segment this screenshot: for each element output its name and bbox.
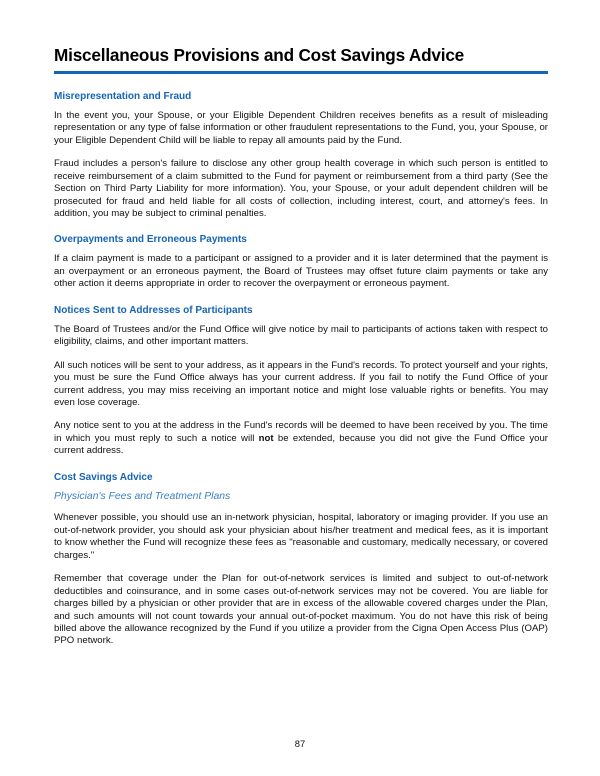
paragraph-text-after: be extended, because you did not give the Fund Office your current address. xyxy=(54,432,548,457)
title-underline-rule xyxy=(54,71,548,74)
paragraph: Whenever possible, you should use an in-network physician, hospital, laboratory or imaging provider. If you use an out-of-network provider, you should ask your physician about his/her treatment and medical fees, as it is important to know whether the Fund will recognize these fees as "reasonable and customary, medically necessary, or covered charges." xyxy=(54,512,548,561)
emphasis-not: not xyxy=(258,432,274,444)
section-heading: Cost Savings Advice xyxy=(54,471,153,483)
section-notices-sent-to-addresses-of-participants xyxy=(54,305,548,458)
subsection-heading: Physician's Fees and Treatment Plans xyxy=(54,490,231,502)
paragraph: Remember that coverage under the Plan for out-of-network services is limited and subject to out-of-network deductibles and coinsurance, and in some cases out-of-network services may not be covered. You are liable for charges billed by a physician or other provider that are in excess of the allowable covered charges under the Plan, and such amounts will not count towards your annual out-of-pocket maximum. You do not have this risk of being billed above the allowance recognized by the Fund if you utilize a provider from the Cigna Open Access Plus (OAP) PPO network. xyxy=(54,573,548,647)
paragraph: Fraud includes a person's failure to disclose any other group health coverage in which such person is entitled to receive reimbursement of a claim submitted to the Fund for payment or reimbursement from a third party (See the Section on Third Party Liability for more information). You, your Spouse, or your adult dependent children will be prosecuted for fraud and held liable for all costs of collection, including interest, court, and attorney's fees. In addition, you may be subject to criminal penalties. xyxy=(54,158,548,219)
page-number: 87 xyxy=(294,738,306,749)
page-title: Miscellaneous Provisions and Cost Savings Advice xyxy=(54,45,465,65)
paragraph: If a claim payment is made to a participant or assigned to a provider and it is later determined that the payment is an overpayment or an erroneous payment, the Board of Trustees may offset future claim payments or take any other action it deems appropriate in order to recover the overpayment or erroneous payment. xyxy=(54,253,548,290)
section-cost-savings-advice xyxy=(54,472,548,648)
page-content xyxy=(54,46,548,651)
paragraph: The Board of Trustees and/or the Fund Office will give notice by mail to participants of actions taken with respect to eligibility, claims, and other important matters. xyxy=(54,323,548,348)
section-misrepresentation-and-fraud xyxy=(54,91,548,221)
paragraph-with-emphasis xyxy=(54,420,548,457)
section-heading: Overpayments and Erroneous Payments xyxy=(54,234,247,246)
paragraph-text-before: Any notice sent to you at the address in the Fund's records will be deemed to have been received by you. The time in which you must reply to such a notice will xyxy=(54,420,548,444)
paragraph: In the event you, your Spouse, or your Eligible Dependent Children receives benefits as a result of misleading representation or any type of false information or other fraudulent representations to the Fund, you, your Spouse, or your Eligible Dependent Child will be liable to repay all amounts paid by the Fund. xyxy=(54,109,548,146)
section-overpayments-and-erroneous-payments xyxy=(54,234,548,290)
section-heading: Misrepresentation and Fraud xyxy=(54,90,192,102)
paragraph: All such notices will be sent to your address, as it appears in the Fund's records. To protect yourself and your rights, you must be sure the Fund Office always has your current address. If you fail to notify the Fund Office of your current address, you may miss receiving an important notice and might lose valuable rights or benefits. You may even lose coverage. xyxy=(54,359,548,409)
section-heading: Notices Sent to Addresses of Participants xyxy=(54,304,253,316)
